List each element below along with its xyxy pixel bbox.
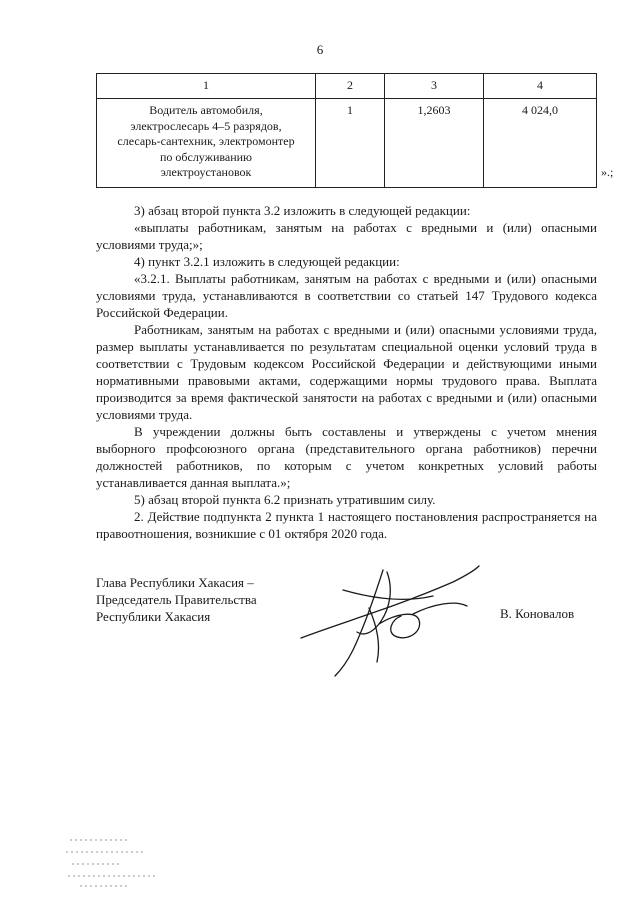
paragraph-quote-3-2-1: «3.2.1. Выплаты работникам, занятым на работах с вредными и (или) опасными условиями труда, устанавливаются в соответствии со статьей 147 Трудового кодекса Российской Федерации. [96,271,597,320]
position-line: электрослесарь 4–5 разрядов, [130,118,282,133]
table-header-cell-1: 1 [97,74,316,99]
paragraph-positions-list: В учреждении должны быть составлены и утверждены с учетом мнения выборного профсоюзного органа (представительного органа работников) перечни должностей работников, по которым с учетом конкретных условий работы устанавливается данная выплата.»; [96,424,597,490]
table-header-cell-3: 3 [385,74,484,99]
paragraph-amend-5: 5) абзац второй пункта 6.2 признать утратившим силу. [134,492,436,507]
position-line: по обслуживанию [159,149,253,164]
signatory-title [96,574,257,625]
table-header-cell-2: 2 [316,74,385,99]
table-cell-col4: 4 024,0 [484,99,597,188]
position-line: слесарь-сантехник, электромонтер [117,134,295,148]
paragraph-amend-3: 3) абзац второй пункта 3.2 изложить в следующей редакции: [134,203,471,218]
rates-table [96,73,597,188]
page-number: 6 [316,42,324,57]
signatory-title-line: Глава Республики Хакасия – [96,575,254,590]
handwritten-signature [283,550,483,680]
paragraph-effective-date: 2. Действие подпункта 2 пункта 1 настоящего постановления распространяется на правоотношения, возникшие с 01 октября 2020 года. [96,509,597,541]
position-cell [97,99,316,188]
table-header-cell-4: 4 [484,74,597,99]
amendments-block [96,202,597,542]
table-row [97,99,597,188]
signatory-title-line: Республики Хакасия [96,609,211,624]
paragraph-amend-4: 4) пункт 3.2.1 изложить в следующей редакции: [134,254,400,269]
table-cell-col2: 1 [316,99,385,188]
position-line: Водитель автомобиля, [149,103,263,117]
paragraph-quote-3: «выплаты работникам, занятым на работах с вредными и (или) опасными условиями труда;»; [96,220,597,252]
table-cell-col3: 1,2603 [385,99,484,188]
registration-stamp [60,832,170,892]
table-header-row [97,74,597,99]
paragraph-payment-size: Работникам, занятым на работах с вредными и (или) опасными условиями труда, размер выплаты устанавливается по результатам специальной оценки условий труда в соответствии с Трудовым кодексом Российской Федерации и действующими иными нормативными правовыми актами, содержащими нормы трудового права. Выплата производится за время фактической занятости на работах с вредными и (или) опасными условиями труда. [96,322,597,422]
table-closing-mark: ».; [601,165,614,179]
position-line: электроустановок [160,165,252,179]
signatory-title-line: Председатель Правительства [96,592,257,607]
signatory-name: В. Коновалов [500,606,575,621]
